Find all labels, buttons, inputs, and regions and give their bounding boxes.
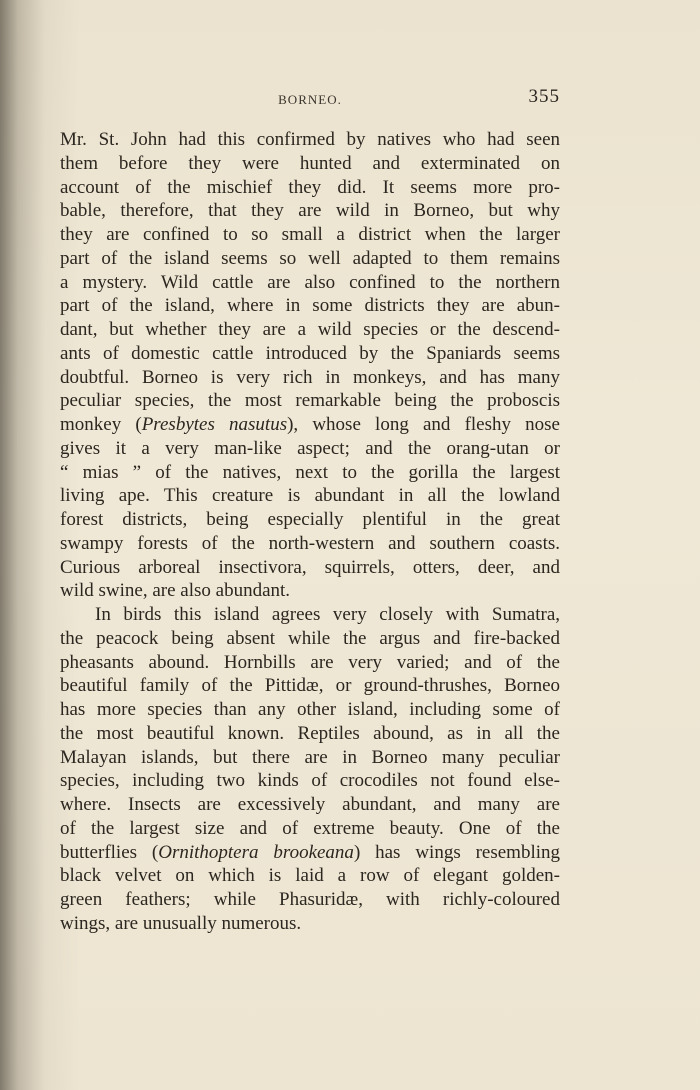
text-line: wild swine, are also abundant. xyxy=(60,580,291,602)
text-line: them before they were hunted and exterminated on xyxy=(60,152,560,174)
text-line: Curious arboreal insectivora, squirrels, otters, deer, and xyxy=(60,556,560,578)
page-number: 355 xyxy=(528,86,560,107)
text-line: ants of domestic cattle introduced by the Spaniards seems xyxy=(60,342,560,364)
text-line: swampy forests of the north-western and southern coasts. xyxy=(60,532,560,554)
text-line: doubtful. Borneo is very rich in monkeys, and has many xyxy=(60,366,560,388)
text-line: account of the mischief they did. It seems more pro- xyxy=(60,176,560,198)
running-title: BORNEO. xyxy=(278,92,342,107)
italic-species-name: Presbytes nasutus xyxy=(141,414,288,435)
text-line: where. Insects are excessively abundant, and many are xyxy=(60,794,560,815)
text-line: the peacock being absent while the argus and fire-backed xyxy=(60,627,560,649)
text-line: In birds this island agrees very closely with Sumatra, xyxy=(95,604,560,625)
text-line xyxy=(60,841,560,865)
text-line: they are confined to so small a district when the larger xyxy=(60,224,560,245)
text-line: peculiar species, the most remarkable being the proboscis xyxy=(60,390,560,412)
text-line: green feathers; while Phasuridæ, with richly-coloured xyxy=(60,889,560,910)
text-line: “ mias ” of the natives, next to the gorilla the largest xyxy=(60,461,560,483)
text-line xyxy=(60,413,560,437)
text-line: Malayan islands, but there are in Borneo many peculiar xyxy=(60,746,560,768)
text-line: gives it a very man-like aspect; and the orang-utan or xyxy=(60,437,560,459)
text-line: of the largest size and of extreme beauty. One of the xyxy=(60,817,560,839)
text-line: part of the island seems so well adapted to them remains xyxy=(60,247,560,269)
text-line: the most beautiful known. Reptiles abound, as in all the xyxy=(60,722,560,744)
text-segment: ), whose long and fleshy nose xyxy=(287,414,560,435)
text-segment: ) has wings resembling xyxy=(353,841,560,863)
text-line: black velvet on which is laid a row of elegant golden- xyxy=(60,865,560,887)
italic-species-name: Ornithoptera brookeana xyxy=(158,841,354,863)
text-line: a mystery. Wild cattle are also confined to the northern xyxy=(60,271,560,293)
text-line: part of the island, where in some districts they are abun- xyxy=(60,295,560,317)
text-segment: butterflies ( xyxy=(60,841,159,863)
running-head xyxy=(60,86,560,114)
text-line: species, including two kinds of crocodiles not found else- xyxy=(60,770,560,792)
text-line: living ape. This creature is abundant in all the lowland xyxy=(60,485,560,507)
body-text xyxy=(60,128,560,936)
text-line: dant, but whether they are a wild species or the descend- xyxy=(60,319,560,340)
text-line: Mr. St. John had this confirmed by natives who had seen xyxy=(60,129,560,150)
text-line: wings, are unusually numerous. xyxy=(60,912,302,934)
text-line: has more species than any other island, including some of xyxy=(60,699,560,720)
text-line: beautiful family of the Pittidæ, or ground-thrushes, Borneo xyxy=(60,675,560,697)
text-segment: monkey ( xyxy=(60,414,142,435)
text-line: bable, therefore, that they are wild in Borneo, but why xyxy=(60,200,560,222)
text-line: forest districts, being especially plentiful in the great xyxy=(60,509,560,530)
text-line: pheasants abound. Hornbills are very varied; and of the xyxy=(60,651,560,673)
